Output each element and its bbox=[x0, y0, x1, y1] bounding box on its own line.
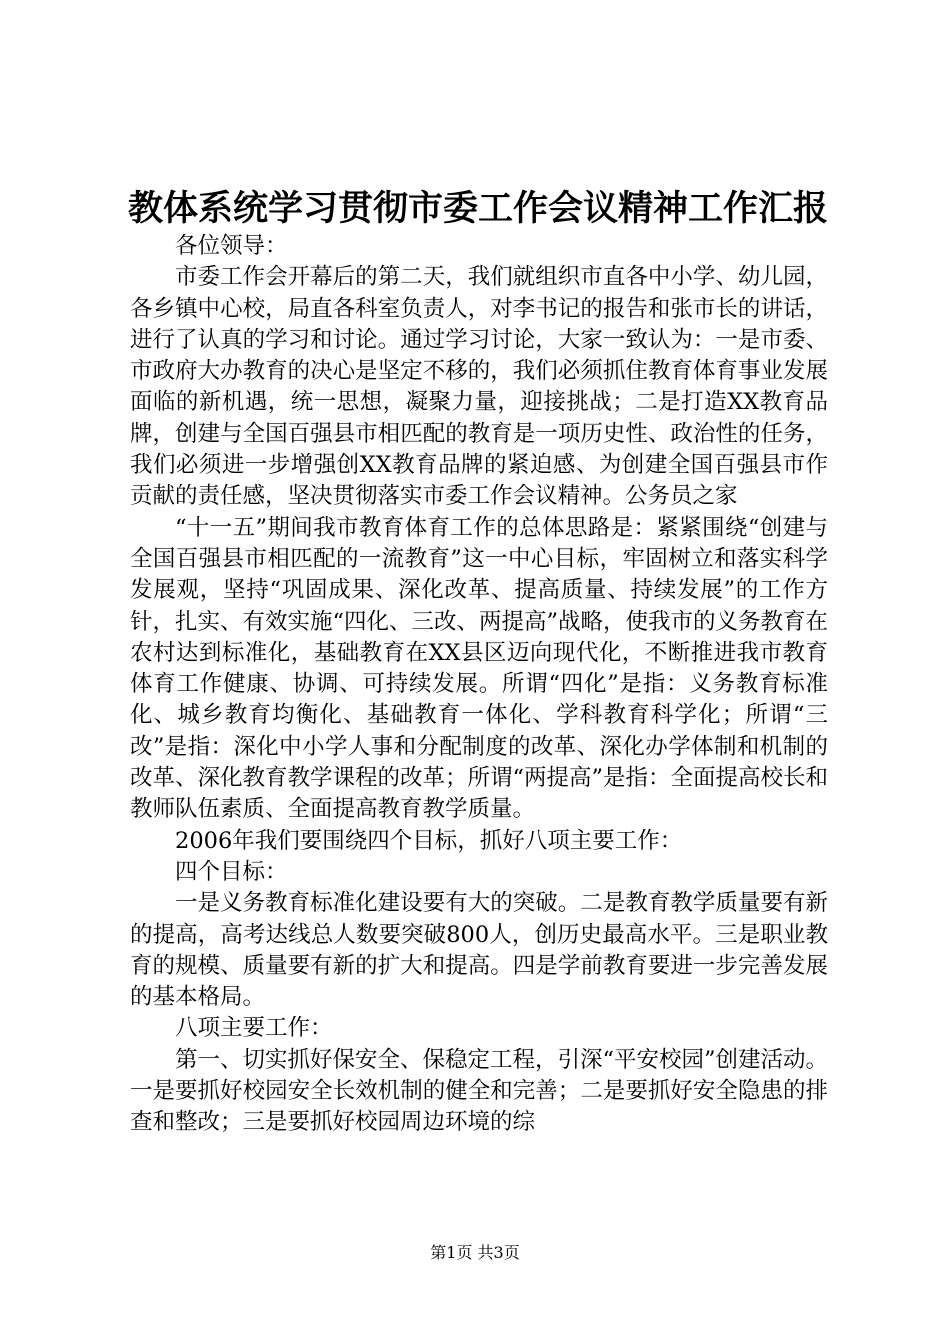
paragraph-heading: 四个目标： bbox=[175, 858, 288, 885]
paragraph: 第一、切实抓好保安全、保稳定工程，引深“平安校园”创建活动。一是要抓好校园安全长效机制的健全和完善；二是要抓好安全隐患的排查和整改；三是要抓好校园周边环境的综 bbox=[130, 1046, 829, 1136]
document-title: 教体系统学习贯彻市委工作会议精神工作汇报 bbox=[128, 188, 829, 229]
document-body bbox=[130, 231, 828, 1139]
paragraph: 市委工作会开幕后的第二天，我们就组织市直各中小学、幼儿园，各乡镇中心校，局直各科室负责人，对李书记的报告和张市长的讲话，进行了认真的学习和讨论。通过学习讨论，大家一致认为：一是市委、市政府大办教育的决心是坚定不移的，我们必须抓住教育体育事业发展面临的新机遇，统一思想，凝聚力量，迎接挑战；二是打造XX教育品牌，创建与全国百强县市相匹配的教育是一项历史性、政治性的任务，我们必须进一步增强创XX教育品牌的紧迫感、为创建全国百强县市作贡献的责任感，坚决贯彻落实市委工作会议精神。公务员之家 bbox=[130, 264, 828, 510]
paragraph-salutation: 各位领导： bbox=[175, 233, 288, 259]
paragraph-heading: 八项主要工作： bbox=[175, 1015, 333, 1042]
paragraph: 一是义务教育标准化建设要有大的突破。二是教育教学质量要有新的提高，高考达线总人数要突破800人，创历史最高水平。三是职业教育的规模、质量要有新的扩大和提高。四是学前教育要进一步完善发展的基本格局。 bbox=[130, 890, 828, 1011]
paragraph: “十一五”期间我市教育体育工作的总体思路是：紧紧围绕“创建与全国百强县市相匹配的一流教育”这一中心目标，牢固树立和落实科学发展观，坚持“巩固成果、深化改革、提高质量、持续发展”的工作方针，扎实、有效实施“四化、三改、两提高”战略，使我市的义务教育在农村达到标准化，基础教育在XX县区迈向现代化，不断推进我市教育体育工作健康、协调、可持续发展。所谓“四化”是指：义务教育标准化、城乡教育均衡化、基础教育一体化、学科教育科学化；所谓“三改”是指：深化中小学人事和分配制度的改革、深化办学体制和机制的改革、深化教育教学课程的改革；所谓“两提高”是指：全面提高校长和教师队伍素质、全面提高教育教学质量。 bbox=[130, 514, 829, 823]
page-number-footer: 第1页 共3页 bbox=[430, 1243, 520, 1262]
paragraph: 2006年我们要围绕四个目标，抓好八项主要工作： bbox=[175, 827, 683, 854]
